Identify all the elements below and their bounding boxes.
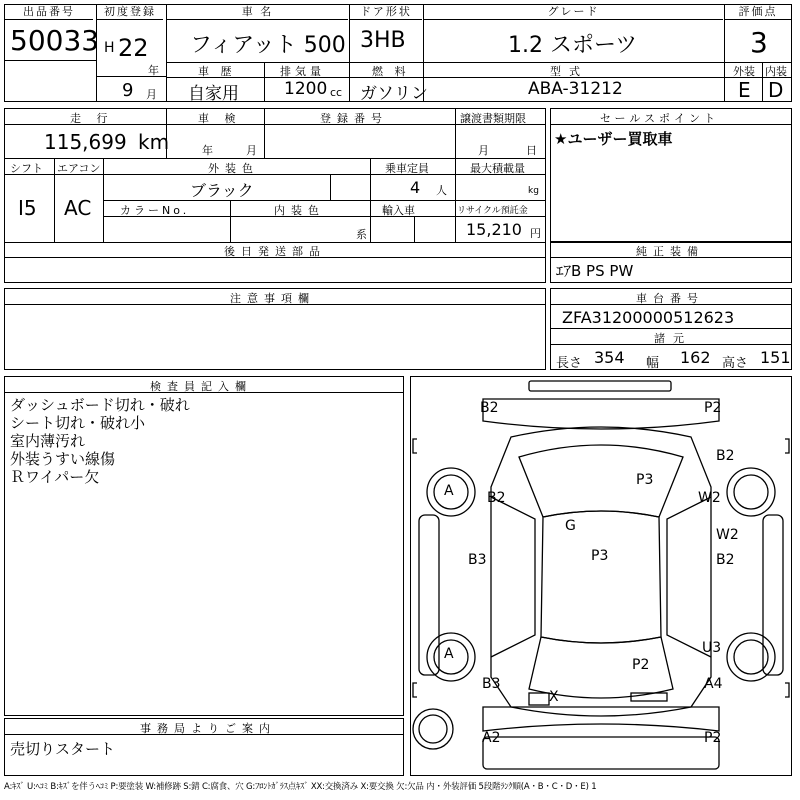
int-color-label: 内装色: [274, 204, 325, 217]
inspector-line: Ｒワイパー欠: [10, 468, 100, 486]
insp-month-unit: 月: [246, 144, 257, 157]
damage-code: W2: [716, 527, 739, 543]
ac: AC: [64, 196, 92, 220]
color-label: 外装色: [208, 162, 259, 175]
int-label: 内装: [765, 65, 787, 78]
recycle-label: リサイクル預託金: [457, 206, 528, 216]
color: ブラック: [190, 181, 254, 200]
chassis-number: ZFA31200000512623: [562, 308, 735, 327]
height: 151: [760, 348, 791, 367]
load-unit: kg: [528, 186, 539, 196]
height-label: 高さ: [722, 356, 749, 371]
equip: ｴｱB PS PW: [556, 262, 634, 280]
damage-code: B2: [716, 552, 735, 568]
length-label: 長さ: [556, 356, 583, 371]
fuel: ガソリン: [360, 84, 428, 104]
recycle: 15,210: [466, 220, 522, 239]
office-text: 売切りスタート: [10, 740, 116, 758]
reg-year: 22: [118, 34, 149, 62]
mileage-label: 走 行: [70, 112, 114, 125]
reg-month: 9: [122, 80, 134, 101]
inspector-line: ダッシュボード切れ・破れ: [10, 396, 190, 414]
car-name-label: 車 名: [167, 5, 348, 20]
length: 354: [594, 348, 625, 367]
grade: 1.2 スポーツ: [508, 33, 638, 58]
import-label: 輸入車: [382, 204, 415, 217]
sales-point: ★ユーザー買取車: [554, 130, 673, 148]
model: ABA-31212: [528, 79, 623, 99]
door-label: ドア形状: [350, 5, 422, 20]
damage-code: P2: [632, 657, 650, 673]
color-no-label: カラーNo.: [120, 204, 190, 217]
fuel-label: 燃 料: [372, 65, 410, 78]
capacity: 4: [410, 178, 421, 197]
inspector-line: 外装うすい線傷: [10, 450, 116, 468]
load-label: 最大積載量: [470, 162, 525, 175]
first-reg-label: 初度登録: [97, 5, 163, 20]
era: H: [104, 40, 115, 56]
damage-code: P2: [704, 730, 722, 746]
ac-label: エアコン: [57, 162, 101, 175]
damage-code: A4: [704, 676, 723, 692]
ext-label: 外装: [733, 65, 755, 78]
door: 3HB: [360, 28, 406, 53]
caution-label: 注意事項欄: [230, 292, 315, 305]
damage-code: P3: [591, 548, 609, 564]
later-parts-label: 後日発送部品: [224, 245, 326, 258]
sales-label: セールスポイント: [600, 112, 720, 125]
damage-code: X: [549, 689, 559, 705]
width-label: 幅: [646, 356, 660, 371]
damage-code: W2: [698, 490, 721, 506]
ext-grade: E: [738, 78, 751, 102]
reg-no-label: 登録番号: [320, 112, 388, 125]
mileage-unit: km: [138, 130, 170, 154]
transfer-day-unit: 日: [526, 144, 537, 157]
damage-code: A2: [482, 730, 501, 746]
inspector-label: 検査員記入欄: [150, 380, 252, 393]
transfer-month-unit: 月: [478, 144, 489, 157]
damage-code: G: [565, 518, 576, 534]
car-outline-svg: [411, 377, 791, 775]
shift: I5: [18, 196, 37, 220]
damage-code: P3: [636, 472, 654, 488]
spec-label: 諸元: [654, 332, 692, 345]
mileage: 115,699: [44, 130, 127, 154]
reg-year-unit: 年: [148, 64, 159, 77]
damage-code: B2: [716, 448, 735, 464]
history-label: 車 歴: [198, 65, 236, 78]
capacity-unit: 人: [436, 184, 447, 197]
recycle-unit: 円: [530, 227, 541, 240]
int-grade: D: [768, 78, 784, 102]
displacement-label: 排気量: [280, 65, 325, 78]
legend: A:ｷｽﾞ U:ﾍｺﾐ B:ｷｽﾞを伴うﾍｺﾐ P:要塗装 W:補修跡 S:錆 C:腐食、穴 G:ﾌﾛﾝﾄｶﾞﾗｽ点ｷｽﾞ XX:交換済み X:要交換 欠:欠品 内・外装評価 5段階ﾗﾝｸ順(A・B・C・D・E) 1: [4, 782, 597, 792]
damage-code: A: [444, 483, 454, 499]
grade-label: グレード: [424, 5, 723, 20]
int-color-unit: 系: [356, 228, 367, 241]
lot-no-label: 出品番号: [5, 5, 93, 20]
history: 自家用: [188, 84, 239, 104]
inspector-notes: [10, 396, 190, 486]
damage-code: B2: [480, 400, 499, 416]
damage-code: P2: [704, 400, 722, 416]
damage-code: U3: [702, 640, 722, 656]
insp-year-unit: 年: [202, 144, 213, 157]
damage-code: B3: [468, 552, 487, 568]
damage-code: A: [444, 646, 454, 662]
car-diagram: [410, 376, 792, 776]
model-label: 型式: [550, 65, 588, 78]
lot-no: 50033: [10, 24, 100, 57]
displacement-unit: cc: [330, 86, 343, 99]
inspection-label: 車 検: [198, 112, 242, 125]
capacity-label: 乗車定員: [385, 162, 429, 175]
equip-label: 純正装備: [636, 245, 704, 258]
reg-month-unit: 月: [146, 88, 157, 101]
transfer-label: 譲渡書類期限: [460, 112, 526, 125]
damage-code: B2: [487, 490, 506, 506]
score-label: 評価点: [725, 5, 791, 20]
inspector-line: シート切れ・破れ小: [10, 414, 146, 432]
inspector-line: 室内薄汚れ: [10, 432, 86, 450]
shift-label: シフト: [10, 162, 43, 175]
damage-code: B3: [482, 676, 501, 692]
office-label: 事務局よりご案内: [140, 722, 276, 735]
car-name: フィアット 500: [190, 33, 346, 58]
chassis-label: 車台番号: [636, 292, 704, 305]
displacement: 1200: [284, 79, 328, 99]
score: 3: [750, 26, 768, 59]
width: 162: [680, 348, 711, 367]
